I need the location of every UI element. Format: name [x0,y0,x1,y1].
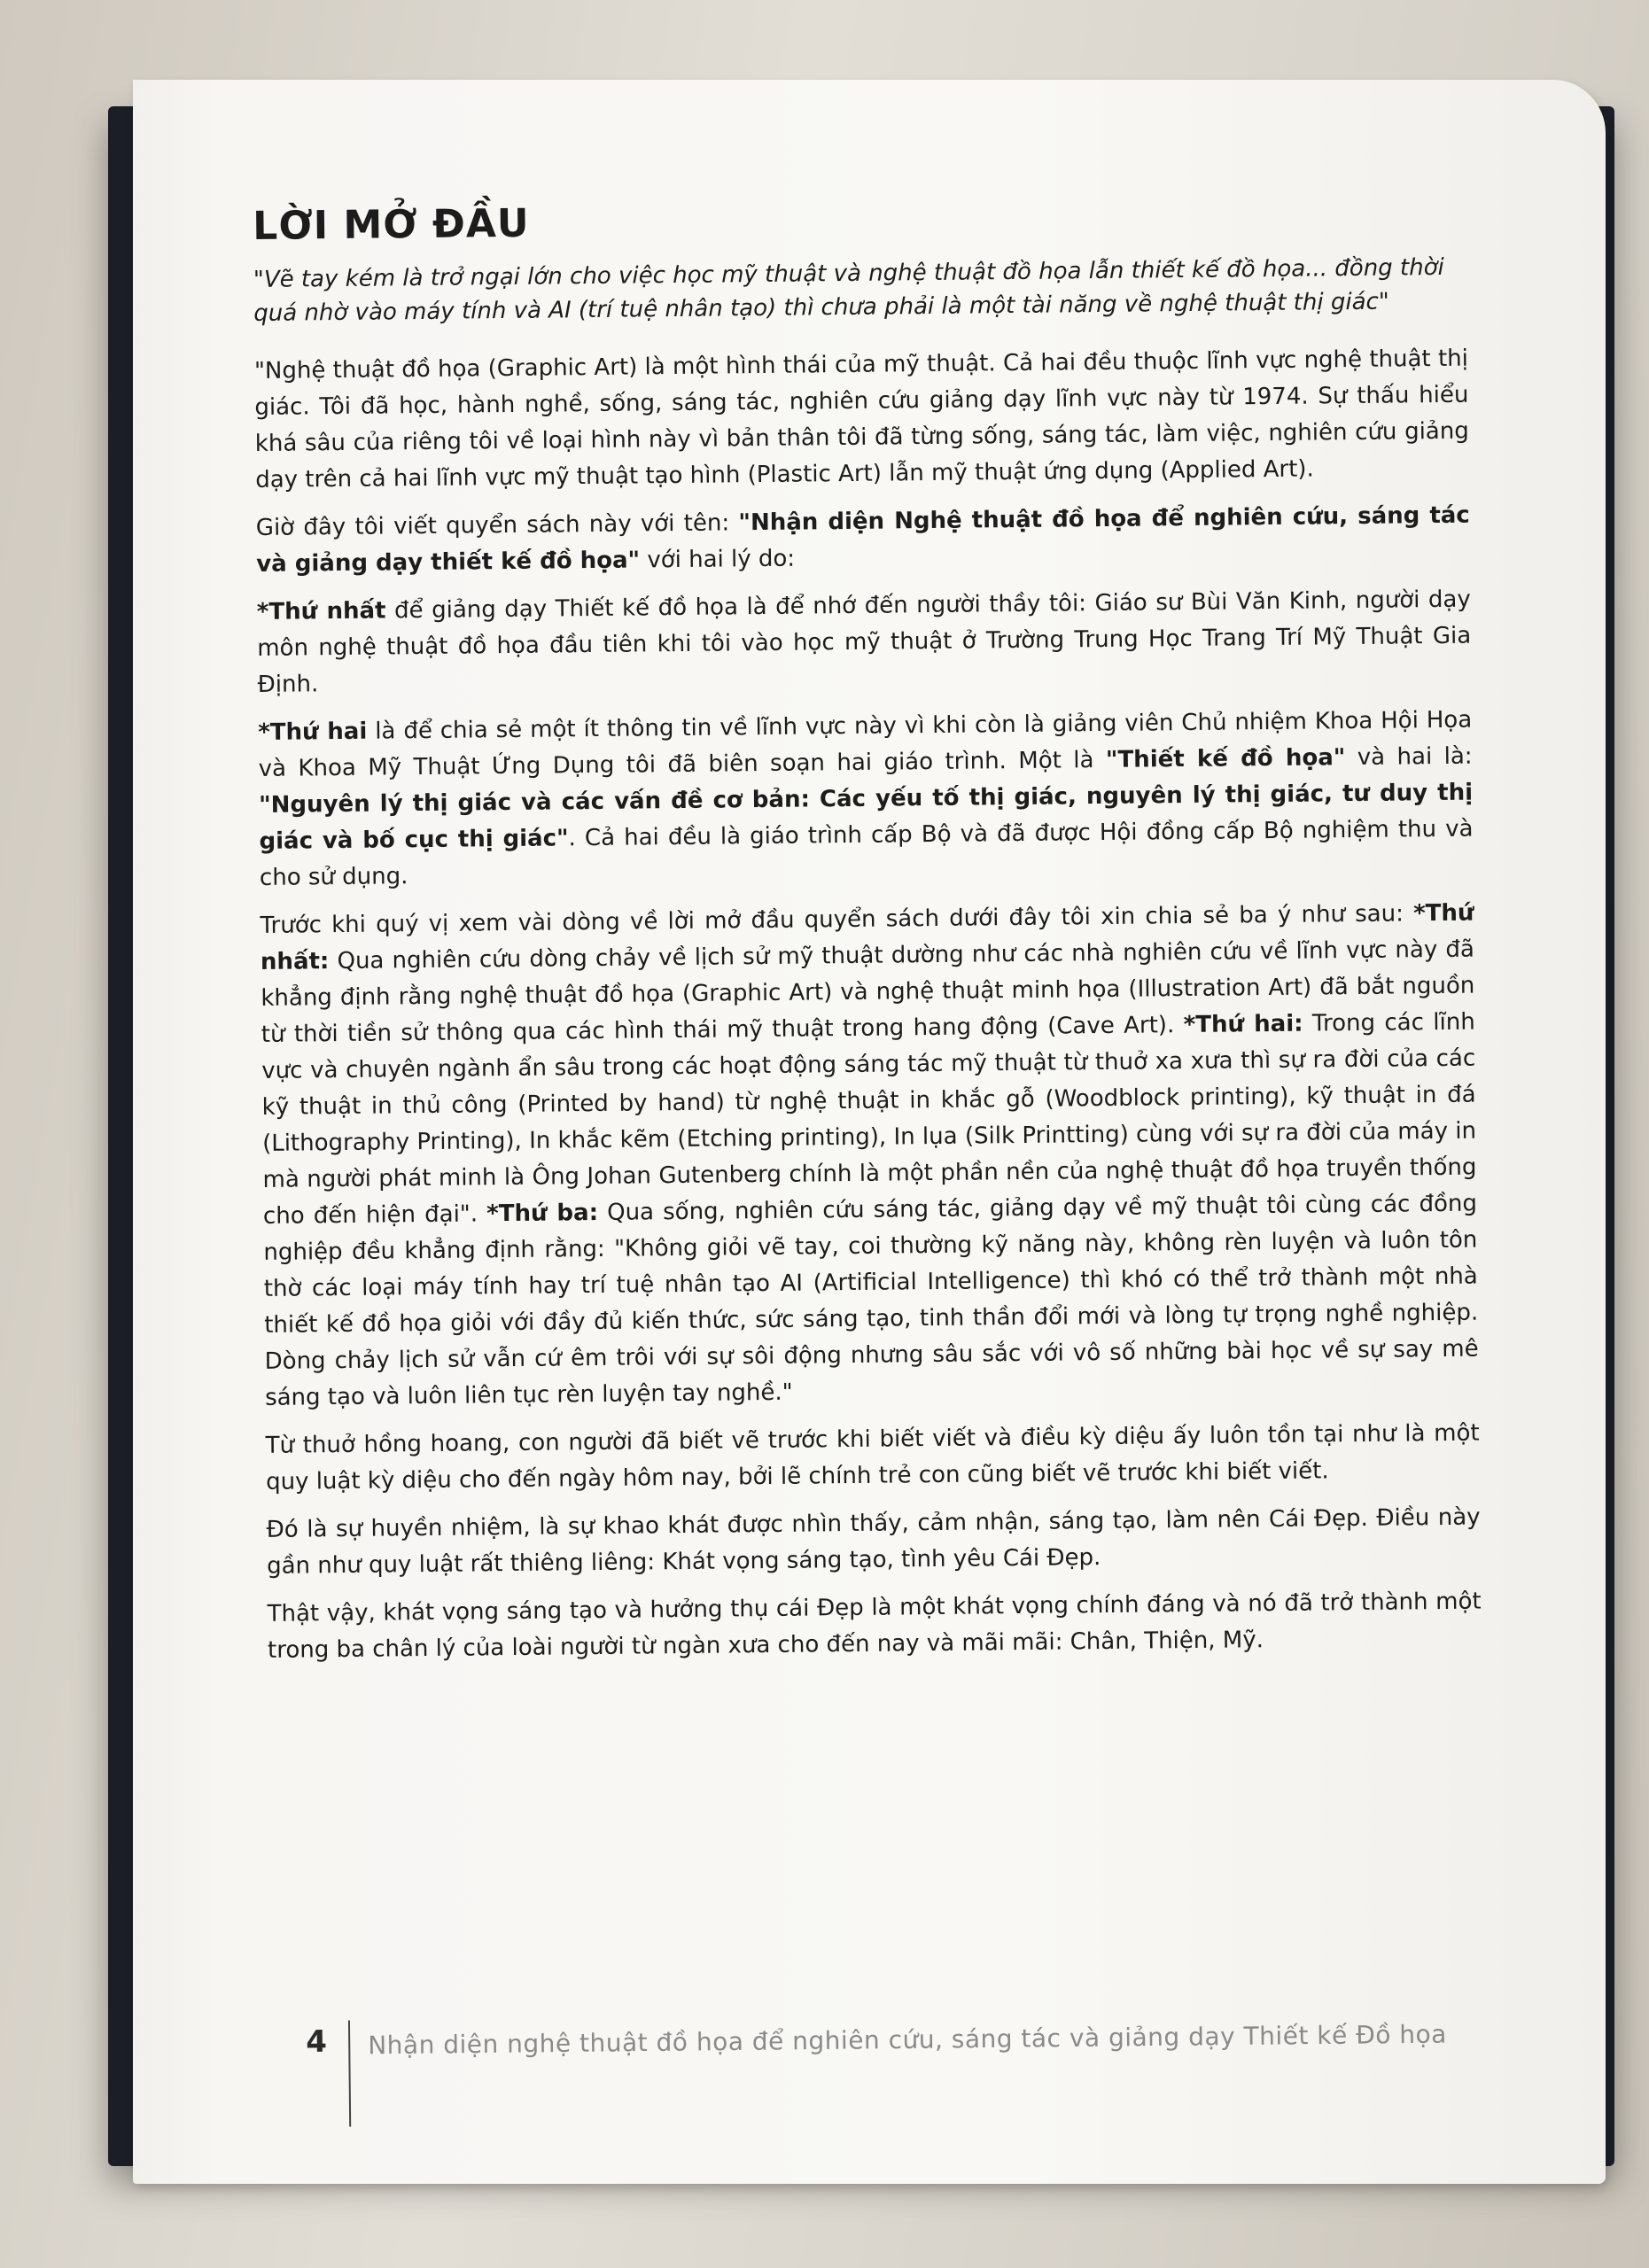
page-footer [306,2012,1476,2113]
page-content [253,191,1482,1681]
paragraph-book-title [256,498,1471,583]
footer-divider [348,2020,351,2126]
reason-two-label: *Thứ hai [258,718,368,746]
ideas-text-3: Trong các lĩnh vực và chuyên ngành ẩn sâu trong các hoạt động sáng tác mỹ thuật từ thuở xa xưa thì sự ra đời của các kỹ thuật in thủ công (Printed by hand) từ nghệ thuật in khắc gỗ (Woodblock printing), kỹ thuật in đá (Lithography Printing), In khắc kẽm (Etching printing), In lụa (Silk Printting) cùng với sự ra đời của máy in mà người phát minh là Ông Johan Gutenberg chính là một phần nền của nghệ thuật đồ họa truyền thống cho đến hiện đại". [261,1008,1477,1230]
page-number: 4 [306,2023,328,2060]
reason-two-text-2: và hai là: [1345,742,1473,772]
paragraph-reason-one [257,582,1472,703]
paragraph-three-ideas [260,896,1479,1417]
book-title-bold: "Nhận diện Nghệ thuật đồ họa để nghiên cứu, sáng tác và giảng dạy thiết kế đồ họa" [256,501,1470,578]
reason-one-text: để giảng dạy Thiết kế đồ họa là để nhớ đến người thầy tôi: Giáo sư Bùi Văn Kinh, người dạy môn nghệ thuật đồ họa đầu tiên khi tôi vào học mỹ thuật ở Trường Trung Học Trang Trí Mỹ Thuật Gia Định. [257,586,1472,698]
idea-three-label: *Thứ ba: [486,1199,599,1228]
textbook-one-title: "Thiết kế đồ họa" [1105,744,1346,773]
p2-lead: Giờ đây tôi viết quyển sách này với tên: [255,509,739,541]
paragraph-intro: "Nghệ thuật đồ họa (Graphic Art) là một hình thái của mỹ thuật. Cả hai đều thuộc lĩnh vực nghệ thuật thị giác. Tôi đã học, hành nghề, sống, sáng tác, nghiên cứu giảng dạy lĩnh vực này từ 1974. Sự thấu hiểu khá sâu của riêng tôi về loại hình này vì bản thân tôi đã từng sống, sáng tác, làm việc, nghiên cứu giảng dạy trên cả hai lĩnh vực mỹ thuật tạo hình (Plastic Art) lẫn mỹ thuật ứng dụng (Applied Art). [253,345,1469,493]
reason-two-text-3: . Cả hai đều là giáo trình cấp Bộ và đã được Hội đồng cấp Bộ nghiệm thu và cho sử dụng. [259,815,1474,891]
paragraph-prehistory: Từ thuở hồng hoang, con người đã biết vẽ trước khi biết viết và điều kỳ diệu ấy luôn tồn tại như là một quy luật kỳ diệu cho đến ngày hôm nay, bởi lẽ chính trẻ con cũng biết vẽ trước khi biết viết. [265,1419,1480,1495]
textbook-two-title: "Nguyên lý thị giác và các vấn đề cơ bản: Các yếu tố thị giác, nguyên lý thị giác, tư duy thị giác và bố cục thị giác" [258,779,1474,855]
reason-two-text-1: là để chia sẻ một ít thông tin về lĩnh vực này vì khi còn là giảng viên Chủ nhiệm Khoa Hội Họa và Khoa Mỹ Thuật Ứng Dụng tôi đã biên soạn hai giáo trình. Một là [258,706,1473,782]
ideas-text-1: Trước khi quý vị xem vài dòng về lời mở đầu quyển sách dưới đây tôi xin chia sẻ ba ý như sau: [260,900,1414,939]
paragraph-beauty: Đó là sự huyền nhiệm, là sự khao khát được nhìn thấy, cảm nhận, sáng tạo, làm nên Cái Đẹp. Điều này gần như quy luật rất thiêng liêng: Khát vọng sáng tạo, tình yêu Cái Đẹp. [266,1503,1481,1580]
running-title: Nhận diện nghệ thuật đồ họa để nghiên cứu, sáng tác và giảng dạy Thiết kế Đồ họa [368,2019,1448,2061]
paragraph-reason-two [258,703,1474,897]
chapter-heading: LỜI MỞ ĐẦU [253,200,530,249]
p2-tail: với hai lý do: [639,545,796,574]
reason-one-label: *Thứ nhất [256,597,386,625]
idea-one-label: *Thứ nhất: [260,899,1474,975]
epigraph-quote: "Vẽ tay kém là trở ngại lớn cho việc học mỹ thuật và nghệ thuật đồ họa lẫn thiết kế đồ họa... đồng thời quá nhờ vào máy tính và AI (trí tuệ nhân tạo) thì chưa phải là một tài năng về nghệ thuật thị giác" [253,253,1444,327]
paragraph-truth-good-beauty: Thật vậy, khát vọng sáng tạo và hưởng thụ cái Đẹp là một khát vọng chính đáng và nó đã trở thành một trong ba chân lý của loài người từ ngàn xưa cho đến nay và mãi mãi: Chân, Thiện, Mỹ. [267,1588,1482,1664]
ideas-text-4: Qua sống, nghiên cứu sáng tác, giảng dạy về mỹ thuật tôi cùng các đồng nghiệp đều khẳng định rằng: "Không giỏi vẽ tay, coi thường kỹ năng này, không rèn luyện và luôn tôn thờ các loại máy tính hay trí tuệ nhân tạo AI (Artificial Intelligence) thì khó có thể trở thành một nhà thiết kế đồ họa giỏi với đầy đủ kiến thức, sức sáng tạo, tinh thần đổi mới và lòng tự trọng nghề nghiệp. Dòng chảy lịch sử vẫn cứ êm trôi với sự sôi động nhưng sâu sắc với vô số những bài học về sự say mê sáng tạo và luôn liên tục rèn luyện tay nghề." [263,1190,1479,1411]
idea-two-label: *Thứ hai: [1183,1010,1303,1039]
ideas-text-2: Qua nghiên cứu dòng chảy về lịch sử mỹ thuật dường như các nhà nghiên cứu về lĩnh vực này đã khẳng định rằng nghệ thuật đồ họa (Graphic Art) và nghệ thuật minh họa (Illustration Art) đã bắt nguồn từ thời tiền sử thông qua các hình thái mỹ thuật trong hang động (Cave Art). [261,936,1475,1048]
